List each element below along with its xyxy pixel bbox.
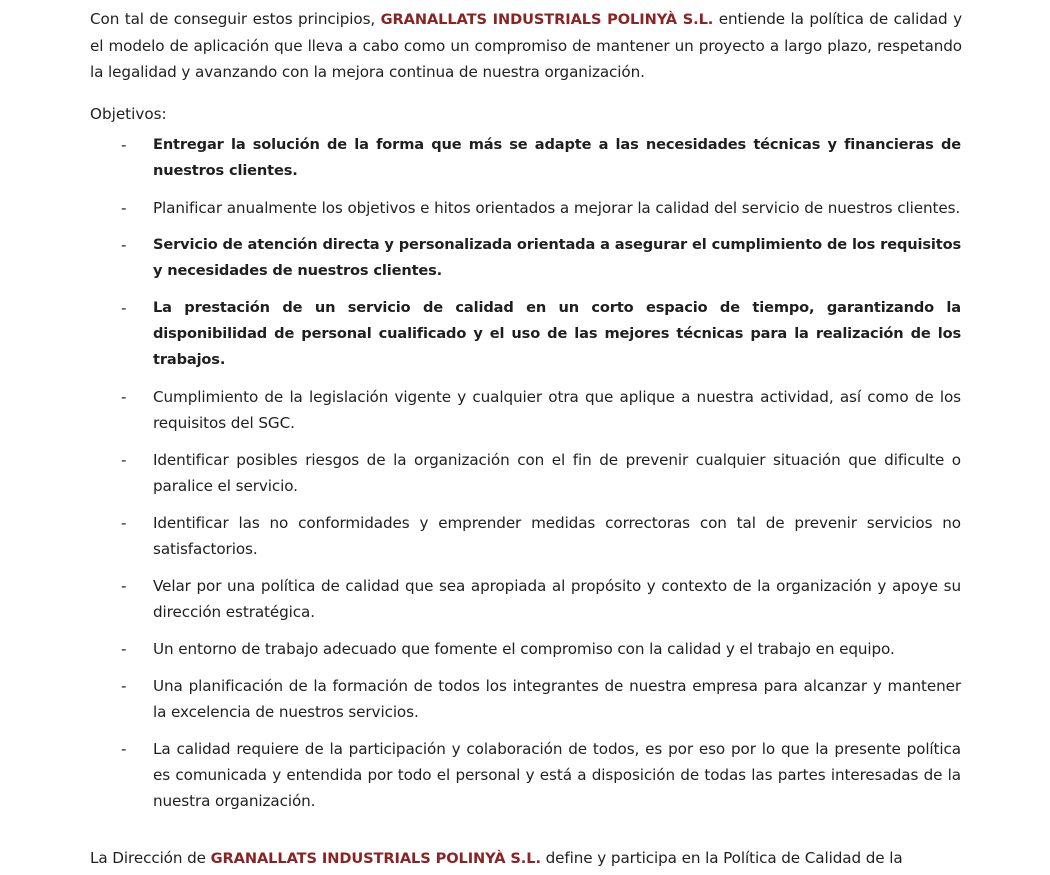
objective-text: Cumplimiento de la legislación vigente y cualquier otra que aplique a nuestra actividad, así como de los requisitos del SGC. [153, 388, 961, 432]
bullet-dash: - [121, 299, 127, 317]
intro-text-after: entiende la política de calidad y el modelo de aplicación que lleva a cabo como un compromiso de mantener un proyecto a largo plazo, respetando la legalidad y avanzando con la mejora continua de nuestra organización. [90, 10, 962, 81]
objective-item [0, 295, 1050, 373]
objective-item [0, 673, 1050, 725]
objectives-heading: Objetivos: [90, 105, 167, 123]
objective-item [0, 636, 1050, 662]
bullet-dash: - [121, 199, 127, 217]
objective-item [0, 736, 1050, 814]
objective-item [0, 510, 1050, 562]
company-name: GRANALLATS INDUSTRIALS POLINYÀ S.L. [210, 850, 541, 867]
objective-item [0, 232, 1050, 284]
bullet-dash: - [121, 677, 127, 695]
objective-item [0, 132, 1050, 184]
objective-text: Velar por una política de calidad que sea apropiada al propósito y contexto de la organización y apoye su dirección estratégica. [153, 577, 961, 621]
objective-item [0, 195, 1050, 221]
closing-text-before: La Dirección de [90, 849, 211, 867]
bullet-dash: - [121, 236, 127, 254]
intro-text-before: Con tal de conseguir estos principios, [90, 10, 381, 28]
bullet-dash: - [121, 136, 127, 154]
closing-text-after: define y participa en la Política de Calidad de la [540, 849, 903, 867]
bullet-dash: - [121, 388, 127, 406]
bullet-dash: - [121, 640, 127, 658]
objective-text: Un entorno de trabajo adecuado que fomente el compromiso con la calidad y el trabajo en equipo. [153, 640, 895, 658]
objective-text: Planificar anualmente los objetivos e hitos orientados a mejorar la calidad del servicio de nuestros clientes. [153, 199, 961, 217]
objective-text: Identificar posibles riesgos de la organización con el fin de prevenir cualquier situación que dificulte o paralice el servicio. [153, 451, 961, 495]
objective-text: La prestación de un servicio de calidad en un corto espacio de tiempo, garantizando la disponibilidad de personal cualificado y el uso de las mejores técnicas para la realización de los trabajos. [153, 299, 961, 368]
objective-text: La calidad requiere de la participación y colaboración de todos, es por eso por lo que la presente política es comunicada y entendida por todo el personal y está a disposición de todas las partes interesadas de la nuestra organización. [153, 740, 961, 810]
intro-paragraph [90, 6, 962, 85]
bullet-dash: - [121, 514, 127, 532]
bullet-dash: - [121, 740, 127, 758]
objective-text: Servicio de atención directa y personalizada orientada a asegurar el cumplimiento de los requisitos y necesidades de nuestros clientes. [153, 236, 961, 279]
objective-text: Una planificación de la formación de todos los integrantes de nuestra empresa para alcanzar y mantener la excelencia de nuestros servicios. [153, 677, 961, 721]
objectives-list [0, 132, 1050, 814]
company-name: GRANALLATS INDUSTRIALS POLINYÀ S.L. [380, 11, 714, 28]
objective-item [0, 573, 1050, 625]
bullet-dash: - [121, 451, 127, 469]
objective-text: Entregar la solución de la forma que más se adapte a las necesidades técnicas y financieras de nuestros clientes. [153, 136, 961, 179]
objective-item [0, 384, 1050, 436]
objective-item [0, 447, 1050, 499]
closing-paragraph [90, 845, 962, 872]
bullet-dash: - [121, 577, 127, 595]
objective-text: Identificar las no conformidades y emprender medidas correctoras con tal de prevenir servicios no satisfactorios. [153, 514, 961, 558]
